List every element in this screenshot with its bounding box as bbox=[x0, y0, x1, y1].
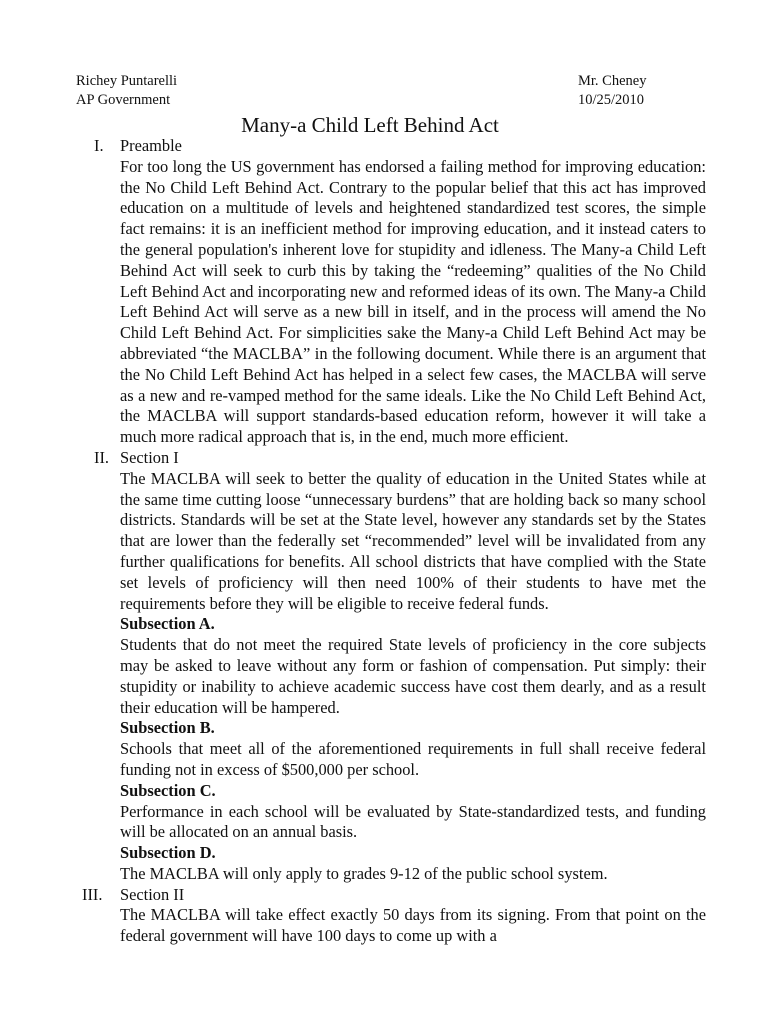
document-body bbox=[76, 136, 706, 947]
section-title: Section I bbox=[120, 447, 179, 467]
header-right-block bbox=[578, 72, 698, 110]
section-title: Section II bbox=[120, 884, 185, 904]
section-heading bbox=[76, 885, 706, 906]
document-date: 10/25/2010 bbox=[578, 92, 645, 108]
subsection-heading-d: Subsection D. bbox=[120, 843, 216, 863]
section-paragraph: The MACLBA will take effect exactly 50 days from its signing. From that point on the federal government will have 100 days to come up with a bbox=[120, 905, 706, 946]
author-name: Richey Puntarelli bbox=[76, 73, 178, 89]
teacher-name: Mr. Cheney bbox=[578, 73, 647, 89]
section-paragraph: For too long the US government has endorsed a failing method for improving education: the No Child Left Behind Act. Contrary to the popular belief that this act has improved education on a multitude of levels and heightened standardized test scores, the simple fact remains: it is an inefficient method for improving education, and it instead caters to the general population's inherent love for stupidity and idleness. The Many-a Child Left Behind Act will seek to curb this by taking the “redeeming” qualities of the No Child Left Behind Act and incorporating new and reformed ideas of its own. The Many-a Child Left Behind Act will serve as a new bill in itself, and in the process will amend the No Child Left Behind Act. For simplicities sake the Many-a Child Left Behind Act may be abbreviated “the MACLBA” in the following document. While there is an argument that the No Child Left Behind Act has helped in a select few cases, the MACLBA will serve as a new and re-vamped method for the same ideals. Like the No Child Left Behind Act, the MACLBA will support standards-based education reform, however it will take a much more radical approach that is, in the end, much more efficient. bbox=[120, 156, 706, 447]
section-i bbox=[76, 448, 706, 885]
subsection-heading-b: Subsection B. bbox=[120, 718, 215, 738]
section-numeral: III. bbox=[82, 884, 103, 904]
header-left-block bbox=[76, 72, 177, 110]
section-numeral: II. bbox=[94, 447, 110, 467]
section-heading bbox=[76, 448, 706, 469]
section-ii bbox=[76, 885, 706, 947]
section-paragraph: The MACLBA will seek to better the quality of education in the United States while at the same time cutting loose “unnecessary burdens” that are holding back so many school districts. Standards will be set at the State level, however any standards set by the States that are lower than the federally set “recommended” level will be invalidated from any further qualifications for benefits. All school districts that have complied with the State set levels of proficiency will then need 100% of their students to have met the requirements before they will be eligible to receive federal funds. bbox=[120, 468, 706, 613]
section-numeral: I. bbox=[94, 136, 104, 155]
subsection-text-a: Students that do not meet the required State levels of proficiency in the core subjects may be asked to leave without any form or fashion of compensation. Put simply: their stupidity or inability to achieve academic success have cost them dearly, and as a result their education will be hampered. bbox=[120, 635, 706, 717]
subsection-text-c: Performance in each school will be evaluated by State-standardized tests, and funding will be allocated on an annual basis. bbox=[120, 801, 706, 842]
section-heading bbox=[76, 136, 706, 157]
subsection-text-d: The MACLBA will only apply to grades 9-12 of the public school system. bbox=[120, 863, 608, 883]
section-title: Preamble bbox=[120, 136, 182, 155]
subsection-text-b: Schools that meet all of the aforementioned requirements in full shall receive federal funding not in excess of $500,000 per school. bbox=[120, 739, 706, 779]
course-name: AP Government bbox=[76, 92, 171, 108]
document-title: Many-a Child Left Behind Act bbox=[241, 113, 499, 137]
subsection-heading-c: Subsection C. bbox=[120, 780, 216, 800]
subsection-heading-a: Subsection A. bbox=[120, 614, 215, 634]
section-preamble bbox=[76, 136, 706, 448]
